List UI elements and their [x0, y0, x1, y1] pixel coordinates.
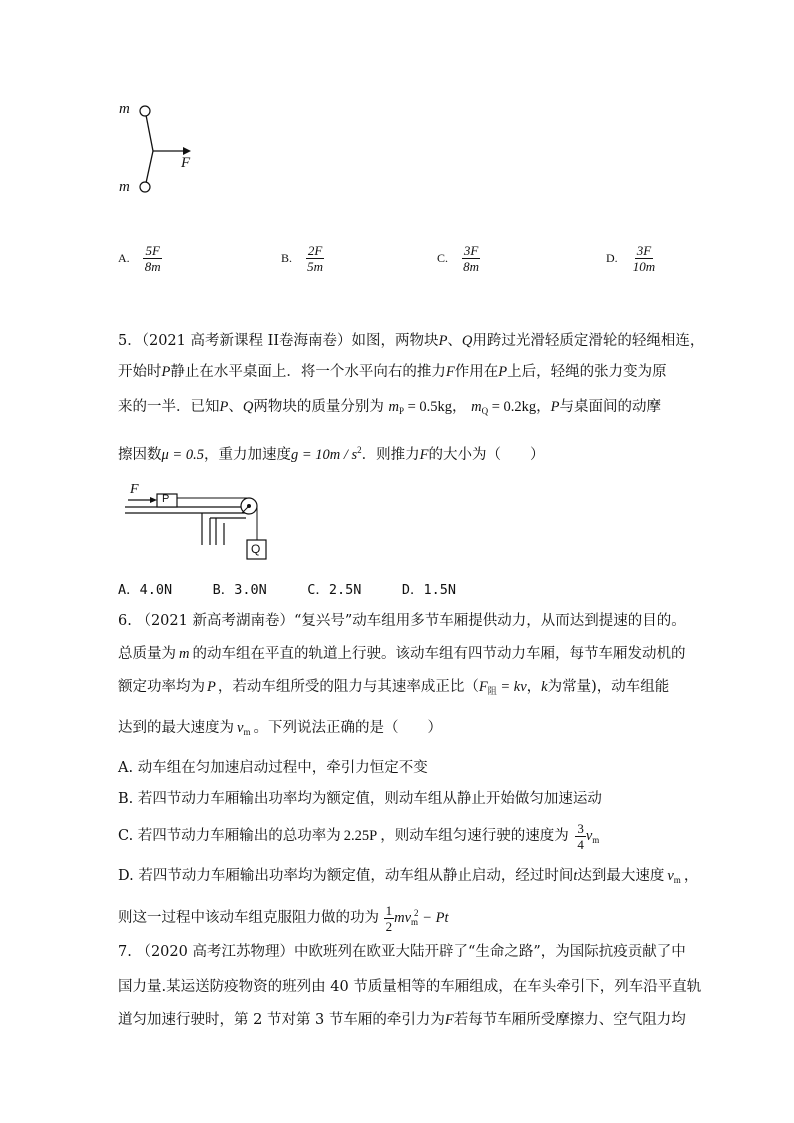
q7-line-2: 国力量.某运送防疫物资的班列由 40 节质量相等的车厢组成，在车头牵引下，列车沿平直轨 [118, 979, 702, 995]
text: 、 [228, 399, 243, 415]
q6-option-c[interactable] [118, 820, 599, 856]
text: ，重力加速度 [203, 447, 291, 463]
mass-top [140, 106, 150, 116]
var-p: P [550, 399, 560, 415]
var-p: P [207, 679, 216, 695]
var-m: m [394, 910, 405, 926]
value: g = 10m / s [290, 447, 358, 463]
subscript: 阻 [487, 686, 497, 696]
text: ， [683, 868, 699, 884]
q6-option-d[interactable] [118, 866, 698, 890]
text: 总质量为 [118, 646, 176, 662]
q7-line-3 [118, 1010, 686, 1030]
fraction-denominator: 8m [463, 259, 479, 274]
text: ， [526, 679, 542, 695]
var-q: Q [461, 333, 473, 349]
var-m: m [179, 646, 190, 662]
text: ，若动车组所受的阻力与其速率成正比（ [217, 679, 479, 695]
option-fraction [461, 243, 481, 274]
friction-coefficient: μ = 0.5 [161, 447, 204, 463]
text: 则这一过程中该动车组克服阻力做的功为 [118, 910, 379, 926]
superscript: 2 [357, 445, 362, 455]
q5-line-4 [118, 440, 545, 465]
subscript: P [398, 406, 404, 416]
text: 达到最大速度 [577, 868, 665, 884]
fraction-numerator: 3F [636, 243, 652, 258]
text: 两物块的质量分别为 [253, 399, 384, 415]
text: 、 [447, 333, 462, 349]
subscript: m [673, 875, 681, 885]
var-t: t [573, 868, 578, 884]
value: = 0.2kg [488, 399, 537, 415]
q4-option-c[interactable] [437, 243, 481, 274]
var-p: P [219, 399, 229, 415]
text: 作用在 [454, 364, 499, 380]
text: 来的一半．已知 [118, 399, 220, 415]
fraction-denominator: 5m [307, 259, 323, 274]
option-fraction [305, 243, 325, 274]
option-label: C. [437, 251, 449, 265]
figure-masses-force [115, 95, 205, 205]
value: = 0.5kg [403, 399, 453, 415]
subscript: Q [481, 406, 489, 416]
text: 为常量)，动车组能 [547, 679, 670, 695]
option-label: D. [606, 251, 618, 265]
var-m: m [471, 399, 482, 415]
label-push-force: F [130, 482, 139, 497]
label-block-q: Q [251, 542, 261, 556]
text: 道匀加速行驶时，第 2 节对第 3 节车厢的牵引力为 [118, 1012, 445, 1028]
q5-options: A．4.0N B．3.0N C．2.5N D．1.5N [118, 582, 457, 598]
subscript: m [243, 727, 251, 737]
text: 静止在水平桌面上．将一个水平向右的推力 [170, 364, 446, 380]
speed-fraction [575, 821, 586, 852]
text: 的大小为（ ） [428, 447, 545, 463]
text: ．则推力 [361, 447, 420, 463]
text: 若每节车厢所受摩擦力、空气阻力均 [453, 1012, 686, 1028]
text: 的动车组在平直的轨道上行驶。该动车组有四节动力车厢，每节车厢发动机的 [192, 646, 686, 662]
option-label: A. [118, 251, 130, 265]
var-v: v [585, 828, 593, 844]
var-m: m [388, 399, 399, 415]
q6-option-a[interactable]: A. 动车组在匀加速启动过程中，牵引力恒定不变 [118, 760, 428, 776]
q6-line-4 [118, 718, 442, 742]
var-p: P [161, 364, 171, 380]
max-velocity [586, 828, 599, 844]
var-f: F [445, 364, 455, 380]
mass-p [388, 399, 452, 415]
fraction-numerator: 2F [307, 243, 323, 258]
text: 上后，轻绳的张力变为原 [507, 364, 667, 380]
fraction-numerator: 3F [463, 243, 479, 258]
value: = kv [496, 679, 527, 695]
var-v: v [667, 868, 674, 884]
fraction-denominator: 4 [577, 836, 584, 852]
text: 与桌面间的动摩 [559, 399, 662, 415]
figure-table-pulley [120, 482, 280, 567]
text: 额定功率均为 [118, 679, 205, 695]
text: 开始时 [118, 364, 162, 380]
fraction-numerator: 1 [385, 902, 393, 918]
var-q: Q [242, 399, 254, 415]
label-mass-top: m [119, 101, 130, 117]
option-fraction [631, 243, 657, 274]
label-force: F [181, 155, 191, 171]
text: ， [452, 399, 467, 415]
var-p: P [498, 364, 508, 380]
var-k: k [541, 679, 548, 695]
text: ，则动车组匀速行驶的速度为 [380, 828, 569, 844]
text: D. 若四节动力车厢输出功率均为额定值，动车组从静止启动，经过时间 [118, 868, 574, 884]
value: − Pt [418, 910, 449, 926]
q4-option-a[interactable] [118, 243, 163, 274]
option-label: B. [281, 251, 293, 265]
label-block-p: P [162, 493, 170, 505]
q6-line-2 [118, 644, 685, 664]
var-v: v [404, 910, 412, 926]
text: 擦因数 [118, 447, 162, 463]
q5-line-3 [118, 397, 661, 421]
text: 。下列说法正确的是（ ） [253, 720, 442, 736]
var-f: F [478, 679, 488, 695]
max-velocity [664, 868, 683, 884]
q4-option-d[interactable] [606, 243, 657, 274]
subscript: m [592, 835, 600, 845]
var-f: F [419, 447, 429, 463]
text: ， [536, 399, 551, 415]
power-value: 2.25P [343, 828, 378, 844]
max-velocity [234, 720, 253, 736]
fraction-denominator: 10m [632, 259, 656, 274]
mass-q [471, 399, 536, 415]
gravity-value [291, 447, 362, 463]
option-fraction [143, 243, 163, 274]
mass-bottom [140, 182, 150, 192]
q7-line-1: 7. （2020 高考江苏物理）中欧班列在欧亚大陆开辟了“生命之路”，为国际抗疫贡献了中 [118, 944, 686, 960]
fraction-denominator: 8m [144, 259, 161, 274]
square-exponent: 2 [414, 908, 419, 918]
q6-option-d-line-2 [118, 897, 448, 938]
resistance-formula [479, 679, 527, 695]
force-arrowhead [183, 147, 191, 155]
q6-line-1: 6. （2021 新高考湖南卷）“复兴号”动车组用多节车厢提供动力，从而达到提速的目的。 [118, 613, 686, 629]
var-p: P [438, 333, 448, 349]
q6-option-b[interactable]: B. 若四节动力车厢输出功率均为额定值，则动车组从静止开始做匀加速运动 [118, 791, 602, 807]
text: C. 若四节动力车厢输出的总功率为 [118, 828, 341, 844]
text: 用跨过光滑轻质定滑轮的轻绳相连， [472, 333, 705, 349]
work-expression [394, 910, 448, 926]
q4-option-b[interactable] [281, 243, 325, 274]
text: 5．（2021 高考新课程 II卷海南卷）如图，两物块 [118, 333, 439, 349]
q5-line-2 [118, 362, 667, 382]
fraction-numerator: 5F [145, 243, 160, 258]
q5-line-1 [118, 331, 704, 351]
fraction-denominator: 2 [385, 918, 393, 934]
subscript: m [411, 917, 419, 927]
label-mass-bottom: m [119, 179, 130, 195]
half-fraction [384, 903, 395, 934]
text: 达到的最大速度为 [118, 720, 234, 736]
push-arrowhead [150, 497, 157, 503]
fraction-numerator: 3 [577, 820, 584, 836]
var-f: F [444, 1012, 454, 1028]
var-v: v [237, 720, 244, 736]
q6-line-3 [118, 677, 669, 701]
